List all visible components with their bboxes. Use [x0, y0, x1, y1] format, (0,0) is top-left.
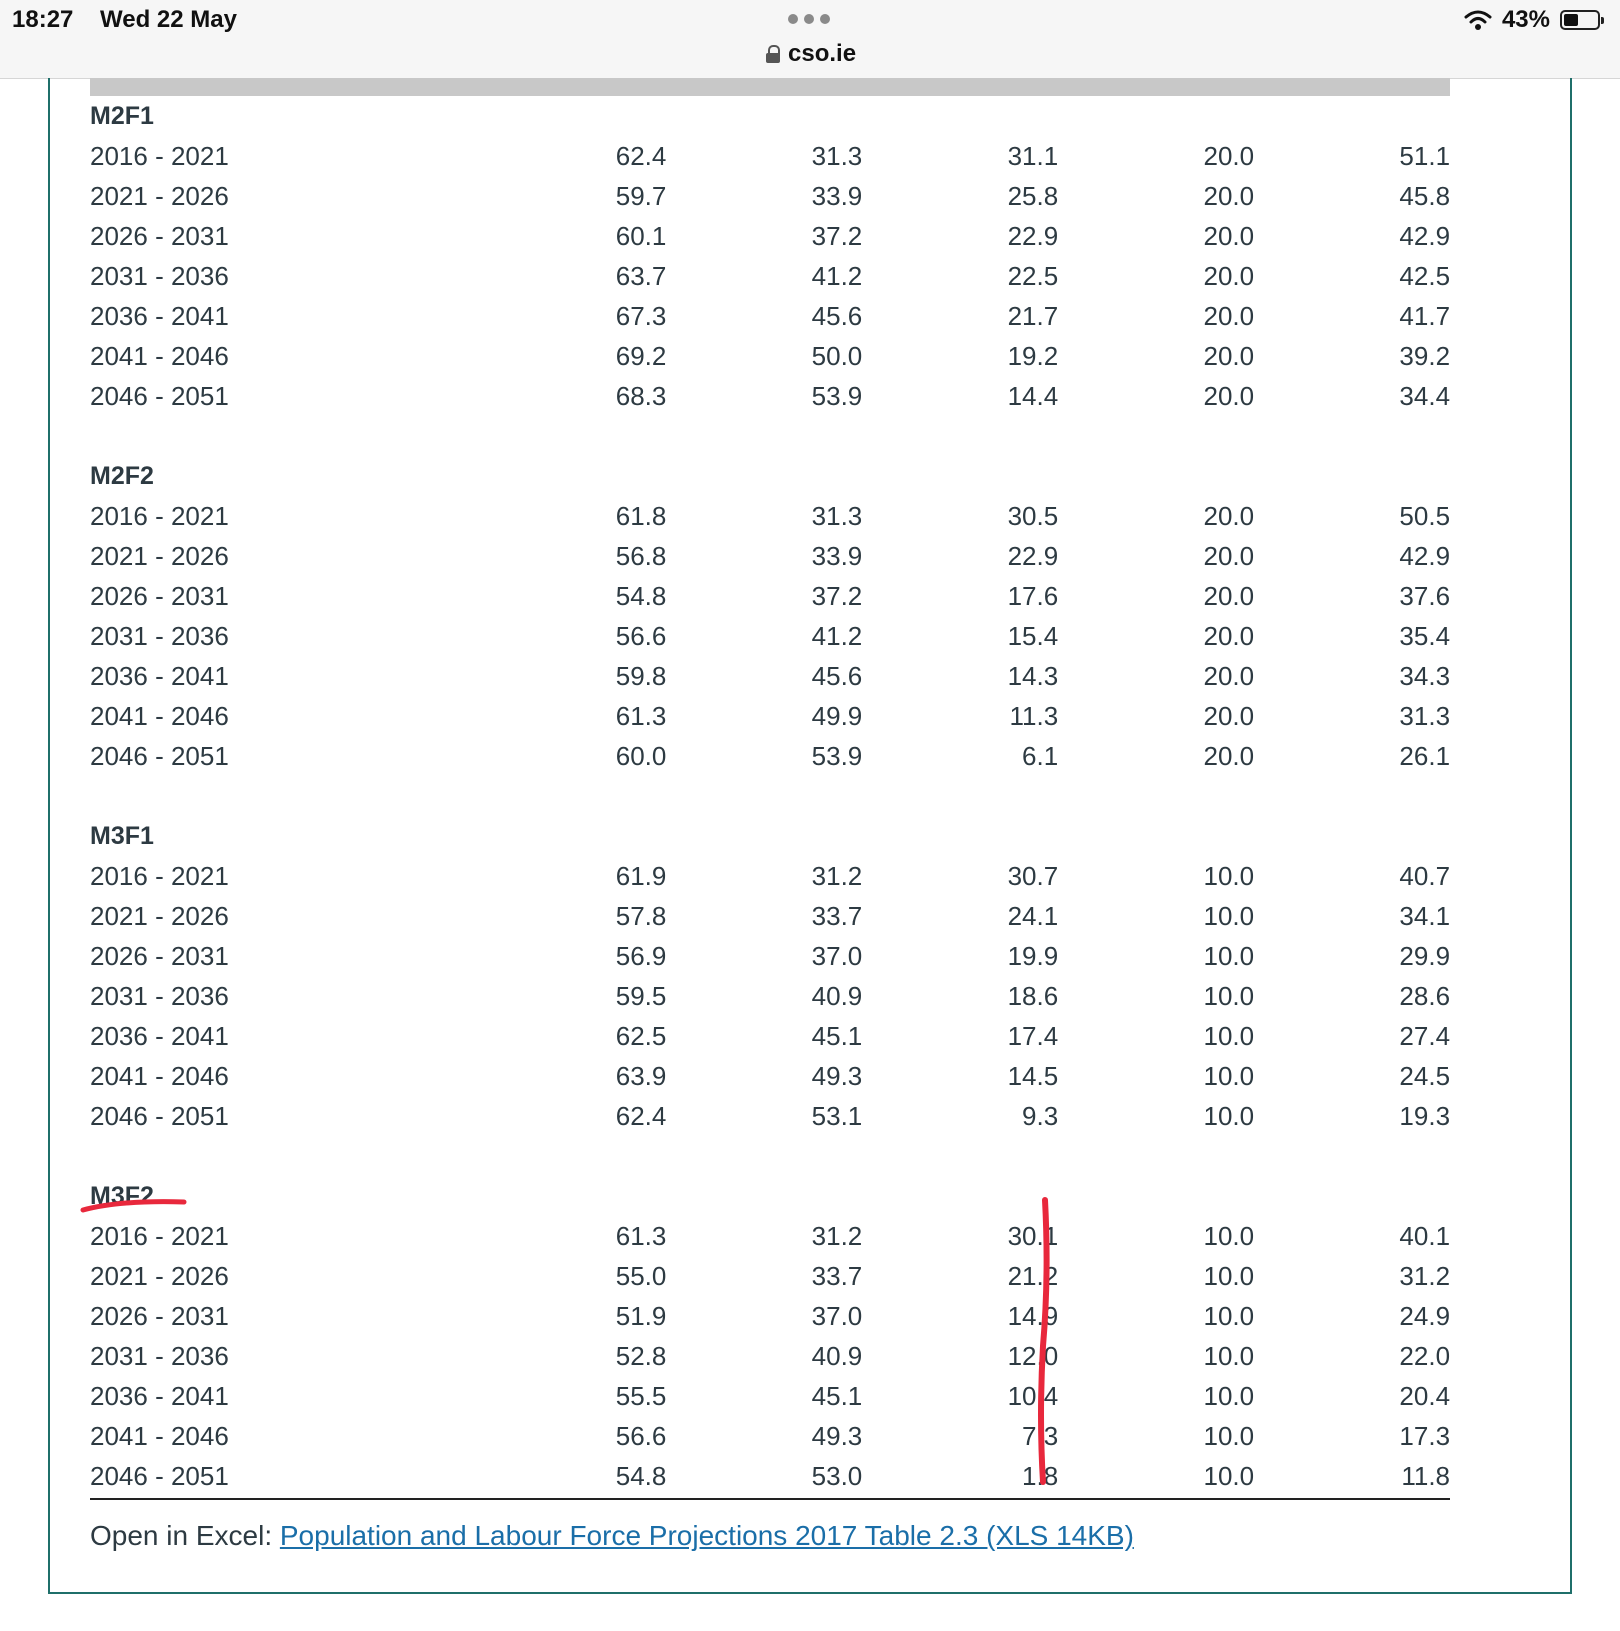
- table-row: [90, 1416, 1450, 1456]
- value-cell: 41.2: [811, 260, 863, 291]
- battery-icon: [1560, 10, 1600, 30]
- value-cell: 22.5: [1007, 260, 1059, 291]
- value-cell: 37.0: [811, 1300, 863, 1331]
- value-cell: 20.0: [1203, 540, 1255, 571]
- table-header-bar: [90, 78, 1450, 96]
- table-bottom-rule: [90, 1498, 1450, 1500]
- value-cell: 10.0: [1203, 1460, 1255, 1491]
- status-time: 18:27: [12, 6, 74, 33]
- value-cell: 49.3: [811, 1420, 863, 1451]
- value-cell: 49.3: [811, 1060, 863, 1091]
- table-row: [90, 136, 1450, 176]
- value-cell: 31.2: [811, 1220, 863, 1251]
- value-cell: 33.7: [811, 1260, 863, 1291]
- value-cell: 14.5: [1007, 1060, 1059, 1091]
- value-cell: 53.1: [811, 1100, 863, 1131]
- value-cell: 14.4: [1007, 380, 1059, 411]
- value-cell: 24.5: [1399, 1060, 1451, 1091]
- table-row: [90, 176, 1450, 216]
- value-cell: 31.2: [1399, 1260, 1451, 1291]
- value-cell: 37.6: [1399, 580, 1451, 611]
- value-cell: 63.9: [615, 1060, 667, 1091]
- period-cell: 2046 - 2051: [90, 740, 229, 771]
- value-cell: 10.0: [1203, 1420, 1255, 1451]
- period-cell: 2021 - 2026: [90, 180, 229, 211]
- value-cell: 10.0: [1203, 860, 1255, 891]
- period-cell: 2031 - 2036: [90, 980, 229, 1011]
- value-cell: 56.9: [615, 940, 667, 971]
- value-cell: 40.1: [1399, 1220, 1451, 1251]
- period-cell: 2036 - 2041: [90, 300, 229, 331]
- table-row: [90, 936, 1450, 976]
- value-cell: 62.4: [615, 1100, 667, 1131]
- value-cell: 24.9: [1399, 1300, 1451, 1331]
- value-cell: 20.0: [1203, 380, 1255, 411]
- value-cell: 57.8: [615, 900, 667, 931]
- value-cell: 55.0: [615, 1260, 667, 1291]
- period-cell: 2031 - 2036: [90, 260, 229, 291]
- table-row: [90, 656, 1450, 696]
- value-cell: 35.4: [1399, 620, 1451, 651]
- value-cell: 20.4: [1399, 1380, 1451, 1411]
- value-cell: 19.9: [1007, 940, 1059, 971]
- excel-prefix: Open in Excel:: [90, 1520, 280, 1551]
- value-cell: 33.7: [811, 900, 863, 931]
- tab-overview-icon[interactable]: [788, 14, 830, 24]
- value-cell: 45.6: [811, 300, 863, 331]
- value-cell: 20.0: [1203, 580, 1255, 611]
- value-cell: 49.9: [811, 700, 863, 731]
- value-cell: 34.1: [1399, 900, 1451, 931]
- value-cell: 30.7: [1007, 860, 1059, 891]
- value-cell: 17.4: [1007, 1020, 1059, 1051]
- table-row: [90, 1256, 1450, 1296]
- table-row: [90, 216, 1450, 256]
- group-spacer: [90, 776, 1450, 816]
- value-cell: 61.3: [615, 700, 667, 731]
- value-cell: 69.2: [615, 340, 667, 371]
- value-cell: 59.7: [615, 180, 667, 211]
- value-cell: 14.3: [1007, 660, 1059, 691]
- period-cell: 2031 - 2036: [90, 620, 229, 651]
- value-cell: 10.0: [1203, 1060, 1255, 1091]
- value-cell: 34.4: [1399, 380, 1451, 411]
- value-cell: 10.4: [1007, 1380, 1059, 1411]
- period-cell: 2026 - 2031: [90, 220, 229, 251]
- group-title: M2F2: [90, 462, 154, 490]
- value-cell: 40.9: [811, 1340, 863, 1371]
- value-cell: 30.1: [1007, 1220, 1059, 1251]
- value-cell: 20.0: [1203, 700, 1255, 731]
- table-row: [90, 1056, 1450, 1096]
- value-cell: 10.0: [1203, 1220, 1255, 1251]
- value-cell: 19.2: [1007, 340, 1059, 371]
- period-cell: 2016 - 2021: [90, 860, 229, 891]
- value-cell: 55.5: [615, 1380, 667, 1411]
- value-cell: 10.0: [1203, 1340, 1255, 1371]
- value-cell: 52.8: [615, 1340, 667, 1371]
- period-cell: 2026 - 2031: [90, 940, 229, 971]
- table-row: [90, 1216, 1450, 1256]
- value-cell: 34.3: [1399, 660, 1451, 691]
- value-cell: 31.2: [811, 860, 863, 891]
- period-cell: 2021 - 2026: [90, 540, 229, 571]
- excel-download-link[interactable]: Population and Labour Force Projections 2017 Table 2.3 (XLS 14KB): [279, 1520, 1134, 1551]
- value-cell: 50.5: [1399, 500, 1451, 531]
- table-row: [90, 976, 1450, 1016]
- table-row: [90, 536, 1450, 576]
- value-cell: 20.0: [1203, 260, 1255, 291]
- table-row: [90, 696, 1450, 736]
- table-row: [90, 856, 1450, 896]
- value-cell: 21.7: [1007, 300, 1059, 331]
- value-cell: 17.6: [1007, 580, 1059, 611]
- value-cell: 28.6: [1399, 980, 1451, 1011]
- value-cell: 45.8: [1399, 180, 1451, 211]
- value-cell: 53.0: [811, 1460, 863, 1491]
- value-cell: 50.0: [811, 340, 863, 371]
- battery-percent: 43%: [1501, 6, 1550, 33]
- value-cell: 39.2: [1399, 340, 1451, 371]
- value-cell: 54.8: [615, 1460, 667, 1491]
- value-cell: 42.9: [1399, 220, 1451, 251]
- period-cell: 2041 - 2046: [90, 340, 229, 371]
- value-cell: 45.1: [811, 1380, 863, 1411]
- value-cell: 14.9: [1007, 1300, 1059, 1331]
- wifi-icon: [1464, 9, 1492, 31]
- value-cell: 20.0: [1203, 140, 1255, 171]
- value-cell: 1.8: [1022, 1460, 1059, 1491]
- value-cell: 20.0: [1203, 620, 1255, 651]
- period-cell: 2026 - 2031: [90, 1300, 229, 1331]
- period-cell: 2016 - 2021: [90, 140, 229, 171]
- table-row: [90, 296, 1450, 336]
- table-group: [90, 816, 1450, 1136]
- value-cell: 59.8: [615, 660, 667, 691]
- value-cell: 53.9: [811, 740, 863, 771]
- excel-download-line: [90, 1520, 1450, 1552]
- value-cell: 56.6: [615, 1420, 667, 1451]
- value-cell: 27.4: [1399, 1020, 1451, 1051]
- group-title: M2F1: [90, 102, 154, 130]
- value-cell: 12.0: [1007, 1340, 1059, 1371]
- table-row: [90, 616, 1450, 656]
- value-cell: 37.2: [811, 220, 863, 251]
- value-cell: 10.0: [1203, 900, 1255, 931]
- value-cell: 60.1: [615, 220, 667, 251]
- value-cell: 18.6: [1007, 980, 1059, 1011]
- table-row: [90, 1016, 1450, 1056]
- period-cell: 2046 - 2051: [90, 1100, 229, 1131]
- value-cell: 62.4: [615, 140, 667, 171]
- value-cell: 15.4: [1007, 620, 1059, 651]
- value-cell: 41.2: [811, 620, 863, 651]
- table-row: [90, 496, 1450, 536]
- value-cell: 25.8: [1007, 180, 1059, 211]
- value-cell: 33.9: [811, 540, 863, 571]
- value-cell: 42.5: [1399, 260, 1451, 291]
- value-cell: 54.8: [615, 580, 667, 611]
- period-cell: 2041 - 2046: [90, 700, 229, 731]
- value-cell: 22.9: [1007, 540, 1059, 571]
- status-date: Wed 22 May: [100, 6, 237, 33]
- table-row: [90, 256, 1450, 296]
- value-cell: 20.0: [1203, 300, 1255, 331]
- table-row: [90, 1456, 1450, 1496]
- value-cell: 21.2: [1007, 1260, 1059, 1291]
- value-cell: 10.0: [1203, 1380, 1255, 1411]
- value-cell: 11.3: [1009, 700, 1059, 731]
- value-cell: 60.0: [615, 740, 667, 771]
- value-cell: 29.9: [1399, 940, 1451, 971]
- table-row: [90, 376, 1450, 416]
- lock-icon: [766, 45, 780, 63]
- value-cell: 9.3: [1022, 1100, 1059, 1131]
- value-cell: 53.9: [811, 380, 863, 411]
- value-cell: 33.9: [811, 180, 863, 211]
- value-cell: 17.3: [1399, 1420, 1451, 1451]
- period-cell: 2046 - 2051: [90, 1460, 229, 1491]
- period-cell: 2036 - 2041: [90, 1020, 229, 1051]
- table-groups: [90, 96, 1450, 1496]
- value-cell: 68.3: [615, 380, 667, 411]
- status-indicators: [1464, 6, 1600, 34]
- value-cell: 20.0: [1203, 180, 1255, 211]
- value-cell: 26.1: [1399, 740, 1451, 771]
- value-cell: 40.7: [1399, 860, 1451, 891]
- group-spacer: [90, 416, 1450, 456]
- value-cell: 56.6: [615, 620, 667, 651]
- period-cell: 2016 - 2021: [90, 500, 229, 531]
- period-cell: 2041 - 2046: [90, 1420, 229, 1451]
- value-cell: 20.0: [1203, 220, 1255, 251]
- value-cell: 10.0: [1203, 940, 1255, 971]
- period-cell: 2021 - 2026: [90, 900, 229, 931]
- address-bar[interactable]: [766, 40, 856, 68]
- value-cell: 22.9: [1007, 220, 1059, 251]
- period-cell: 2036 - 2041: [90, 1380, 229, 1411]
- table-row: [90, 1376, 1450, 1416]
- period-cell: 2041 - 2046: [90, 1060, 229, 1091]
- value-cell: 20.0: [1203, 500, 1255, 531]
- period-cell: 2021 - 2026: [90, 1260, 229, 1291]
- value-cell: 67.3: [615, 300, 667, 331]
- value-cell: 61.8: [615, 500, 667, 531]
- period-cell: 2016 - 2021: [90, 1220, 229, 1251]
- table-row: [90, 896, 1450, 936]
- value-cell: 20.0: [1203, 340, 1255, 371]
- value-cell: 59.5: [615, 980, 667, 1011]
- projections-table: [90, 78, 1450, 1552]
- value-cell: 37.0: [811, 940, 863, 971]
- value-cell: 45.6: [811, 660, 863, 691]
- value-cell: 10.0: [1203, 980, 1255, 1011]
- value-cell: 10.0: [1203, 1020, 1255, 1051]
- value-cell: 37.2: [811, 580, 863, 611]
- value-cell: 31.3: [811, 500, 863, 531]
- value-cell: 30.5: [1007, 500, 1059, 531]
- value-cell: 31.3: [1399, 700, 1451, 731]
- annotation-vertical-line: [1035, 1196, 1055, 1486]
- table-row: [90, 1296, 1450, 1336]
- value-cell: 45.1: [811, 1020, 863, 1051]
- value-cell: 11.8: [1401, 1460, 1451, 1491]
- table-group: [90, 456, 1450, 776]
- value-cell: 61.3: [615, 1220, 667, 1251]
- period-cell: 2026 - 2031: [90, 580, 229, 611]
- value-cell: 62.5: [615, 1020, 667, 1051]
- value-cell: 24.1: [1007, 900, 1059, 931]
- annotation-underline-m3f2: [80, 1198, 190, 1214]
- value-cell: 20.0: [1203, 660, 1255, 691]
- value-cell: 42.9: [1399, 540, 1451, 571]
- value-cell: 41.7: [1399, 300, 1451, 331]
- value-cell: 51.1: [1399, 140, 1451, 171]
- value-cell: 10.0: [1203, 1300, 1255, 1331]
- value-cell: 7.3: [1022, 1420, 1059, 1451]
- value-cell: 31.3: [811, 140, 863, 171]
- value-cell: 10.0: [1203, 1260, 1255, 1291]
- group-spacer: [90, 1136, 1450, 1176]
- period-cell: 2046 - 2051: [90, 380, 229, 411]
- value-cell: 61.9: [615, 860, 667, 891]
- value-cell: 6.1: [1022, 740, 1059, 771]
- status-bar: [0, 0, 1620, 79]
- value-cell: 22.0: [1399, 1340, 1451, 1371]
- table-row: [90, 576, 1450, 616]
- value-cell: 19.3: [1399, 1100, 1451, 1131]
- value-cell: 20.0: [1203, 740, 1255, 771]
- table-group: [90, 96, 1450, 416]
- period-cell: 2036 - 2041: [90, 660, 229, 691]
- table-row: [90, 336, 1450, 376]
- value-cell: 40.9: [811, 980, 863, 1011]
- period-cell: 2031 - 2036: [90, 1340, 229, 1371]
- table-row: [90, 1336, 1450, 1376]
- value-cell: 63.7: [615, 260, 667, 291]
- table-group: [90, 1176, 1450, 1496]
- table-row: [90, 1096, 1450, 1136]
- value-cell: 31.1: [1007, 140, 1059, 171]
- url-text: cso.ie: [788, 40, 857, 67]
- value-cell: 51.9: [615, 1300, 667, 1331]
- value-cell: 56.8: [615, 540, 667, 571]
- group-title: M3F1: [90, 822, 154, 850]
- value-cell: 10.0: [1203, 1100, 1255, 1131]
- group-title: M3F2: [90, 1182, 154, 1210]
- table-row: [90, 736, 1450, 776]
